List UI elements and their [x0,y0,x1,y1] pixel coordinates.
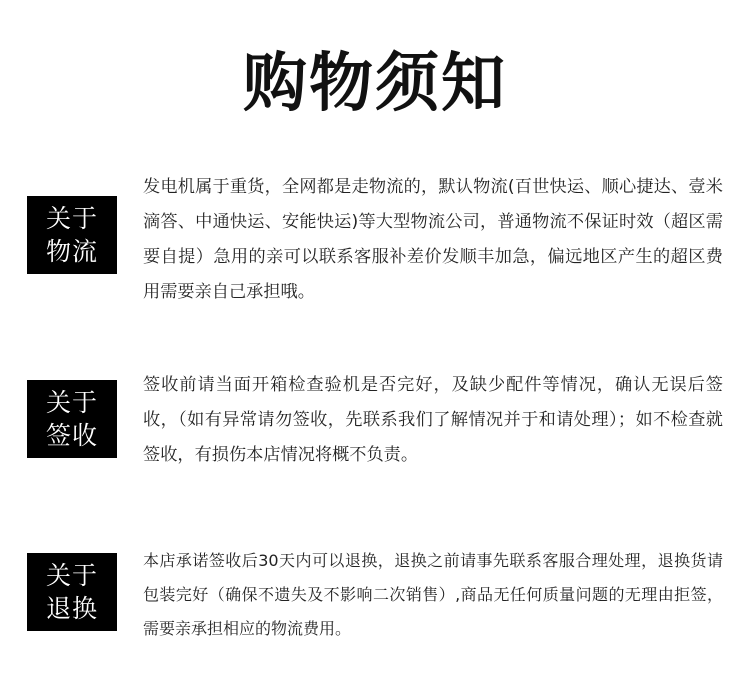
badge-line-1: 关于 [45,561,98,590]
badge-line-1: 关于 [45,204,98,233]
returns-text: 本店承诺签收后30天内可以退换，退换之前请事先联系客服合理处理，退换货请包装完好（确保不遗失及不影响二次销售）,商品无任何质量问题的无理由拒签，需要亲承担相应的物流费用。 [143,551,723,638]
badge-line-1: 关于 [45,388,98,417]
badge-line-2: 退换 [45,594,98,623]
badge-line-2: 签收 [45,421,98,450]
signing-text: 签收前请当面开箱检查验机是否完好，及缺少配件等情况，确认无误后签收，（如有异常请勿签收，先联系我们了解情况并于和请处理）；如不检查就签收，有损伤本店情况将概不负责。 [143,375,723,465]
page-title: 购物须知 [243,47,507,121]
logistics-text: 发电机属于重货，全网都是走物流的，默认物流(百世快运、顺心捷达、壹米滴答、中通快运、安能快运)等大型物流公司，普通物流不保证时效（超区需要自提）急用的亲可以联系客服补差价发顺丰加急，偏远地区产生的超区费用需要亲自己承担哦。 [143,177,723,302]
returns-badge [27,553,117,631]
badge-line-2: 物流 [45,237,98,266]
signing-badge [27,380,117,458]
logistics-badge [27,196,117,274]
